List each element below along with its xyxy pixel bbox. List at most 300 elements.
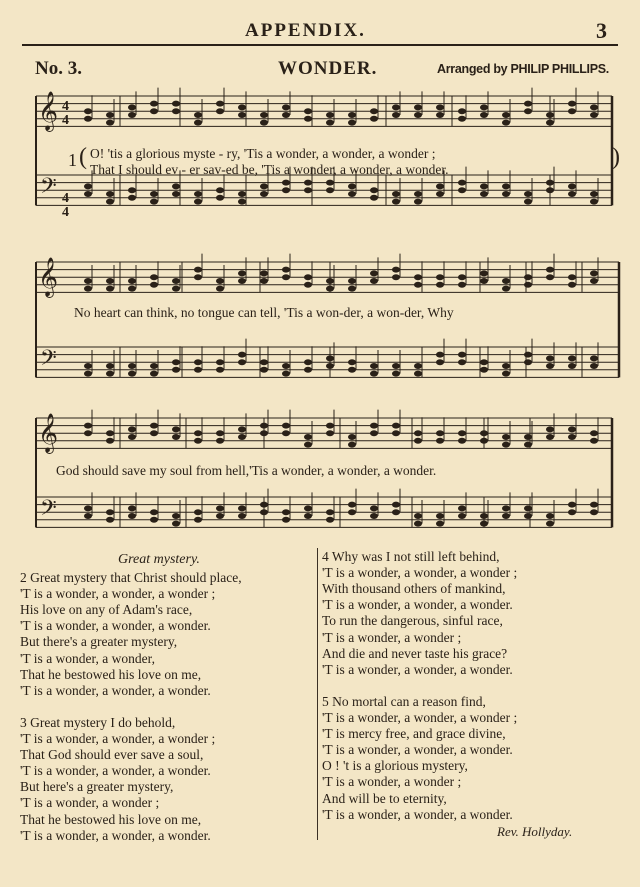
note-head [150,108,158,114]
note-head [304,187,312,193]
note-head [458,180,466,186]
note-head [568,101,576,107]
note-head [128,363,136,369]
note-head [480,183,488,189]
note-head [480,513,488,519]
bass-clef: 𝄢 [40,346,57,376]
note-head [172,101,180,107]
note-head [150,199,158,205]
stanza-line: 'T is a wonder, a wonder, a wonder ; [322,710,518,725]
note-head [590,191,598,197]
note-head [84,423,92,429]
note-head [326,509,334,515]
note-head [150,423,158,429]
note-head [348,112,356,118]
note-head [480,430,488,436]
note-head [392,371,400,377]
treble-clef: 𝄞 [38,413,59,453]
note-head [260,120,268,126]
stanza-line: 'T is a wonder, a wonder, a wonder. [322,597,513,613]
note-head [106,112,114,118]
note-head [84,278,92,284]
note-head [436,274,444,280]
stanza-line: To run the dangerous, sinful race, [322,613,503,629]
note-head [84,430,92,436]
lyric-line-2: That I should ev - er sav-ed be, 'Tis a wonder, a wonder, a wonder. [90,162,449,177]
note-head [414,282,422,288]
note-head [458,505,466,511]
note-head [348,442,356,448]
note-head [392,509,400,515]
note-head [304,108,312,114]
verse-number: 1 [68,150,77,170]
note-head [172,108,180,114]
note-head [436,359,444,365]
note-head [260,270,268,276]
page-header-title: APPENDIX. [245,20,366,41]
note-head [414,191,422,197]
stanza-line: 3 Great mystery I do behold, [20,714,176,730]
note-head [590,509,598,515]
note-head [150,430,158,436]
note-head [480,191,488,197]
note-head [546,187,554,193]
note-head [590,430,598,436]
stanza-line: 'T is a wonder, a wonder, a wonder. [20,827,211,843]
note-head [458,108,466,114]
note-head [414,430,422,436]
note-head [436,191,444,197]
bass-clef: 𝄢 [40,496,57,526]
note-head [128,426,136,432]
note-head [128,371,136,377]
note-head [480,521,488,527]
note-head [348,278,356,284]
note-head [546,355,554,361]
note-head [216,187,224,193]
note-head [458,430,466,436]
stanza-line: And will be to eternity, [322,790,447,806]
note-head [260,191,268,197]
note-head [106,517,114,523]
note-head [106,199,114,205]
note-head [326,517,334,523]
note-head [150,274,158,280]
note-head [282,371,290,377]
note-head [238,505,246,511]
note-head [480,104,488,110]
note-head [194,267,202,273]
note-head [590,502,598,508]
note-head [216,195,224,201]
note-head [106,191,114,197]
note-head [326,423,334,429]
note-head [260,278,268,284]
note-head [502,183,510,189]
note-head [84,286,92,292]
note-head [106,438,114,444]
note-head [370,187,378,193]
note-head [546,434,554,440]
hymn-arranger: Arranged by PHILIP PHILLIPS. [437,62,609,76]
stanza-line: 'T is a wonder, a wonder ; [322,774,462,790]
note-head [106,120,114,126]
page-number: 3 [596,18,607,43]
note-head [128,104,136,110]
stanza-line: But there's a greater mystery, [20,634,178,650]
note-head [216,438,224,444]
note-head [172,359,180,365]
stanza-line: 'T is a wonder, a wonder, a wonder. [20,682,211,698]
note-head [282,363,290,369]
note-head [436,112,444,118]
time-signature: 4 [62,205,69,220]
note-head [524,101,532,107]
note-head [436,104,444,110]
note-head [414,112,422,118]
note-head [502,278,510,284]
note-head [326,180,334,186]
note-head [502,505,510,511]
note-head [84,183,92,189]
note-head [568,282,576,288]
note-head [194,517,202,523]
note-head [282,517,290,523]
note-head [524,434,532,440]
note-head [238,191,246,197]
note-head [370,108,378,114]
lyric-line-3: No heart can think, no tongue can tell, 'Tis a won-der, a won-der, Why [74,305,454,320]
note-head [282,509,290,515]
note-head [458,438,466,444]
note-head [502,120,510,126]
time-signature: 4 [62,113,69,128]
note-head [128,187,136,193]
note-head [524,199,532,205]
note-head [392,104,400,110]
note-head [238,278,246,284]
stanza-line: 'T is a wonder, a wonder, a wonder. [322,742,513,758]
note-head [348,434,356,440]
note-head [568,274,576,280]
note-head [546,363,554,369]
lyric-line-1: O! 'tis a glorious myste - ry, 'Tis a wonder, a wonder, a wonder ; [90,146,436,161]
note-head [392,423,400,429]
note-head [282,104,290,110]
stanza-line: 'T is a wonder, a wonder, a wonder. [20,763,211,779]
stanza-line: 'T is a wonder, a wonder, a wonder. [322,661,513,677]
note-head [172,367,180,373]
note-head [568,355,576,361]
note-head [348,183,356,189]
note-head [304,180,312,186]
note-head [216,513,224,519]
stanza-line: 'T is a wonder, a wonder, a wonder. [20,618,211,634]
note-head [282,112,290,118]
note-head [260,359,268,365]
note-head [546,180,554,186]
note-head [150,282,158,288]
note-head [304,282,312,288]
note-head [414,199,422,205]
author-credit: Rev. Hollyday. [497,824,573,839]
note-head [524,359,532,365]
note-head [216,101,224,107]
note-head [502,434,510,440]
note-head [238,513,246,519]
stanza-subtitle: Great mystery. [118,552,200,567]
note-head [546,120,554,126]
note-head [348,191,356,197]
stanza-line: 'T is a wonder, a wonder ; [322,629,462,645]
note-head [128,505,136,511]
note-head [590,355,598,361]
note-head [348,120,356,126]
note-head [590,112,598,118]
note-head [480,359,488,365]
stanza-line: 'T is a wonder, a wonder, a wonder ; [322,565,518,581]
note-head [128,434,136,440]
note-head [260,502,268,508]
note-head [326,286,334,292]
note-head [546,112,554,118]
note-head [150,509,158,515]
note-head [348,502,356,508]
hymn-number: No. 3. [35,58,82,79]
note-head [436,513,444,519]
stanza-line: 'T is a wonder, a wonder, a wonder ; [20,731,216,746]
note-head [238,359,246,365]
note-head [238,352,246,358]
time-signature: 4 [62,99,69,114]
note-head [304,505,312,511]
note-head [568,502,576,508]
stanza-line: 5 No mortal can a reason find, [322,693,486,709]
note-head [458,282,466,288]
note-head [304,434,312,440]
note-head [326,430,334,436]
note-head [546,521,554,527]
note-head [216,278,224,284]
note-head [458,116,466,122]
note-head [260,509,268,515]
note-head [216,430,224,436]
note-head [502,112,510,118]
note-head [172,426,180,432]
note-head [106,430,114,436]
note-head [370,116,378,122]
note-head [282,267,290,273]
stanza-line: 'T is mercy free, and grace divine, [322,726,506,742]
stanza-line: 4 Why was I not still left behind, [322,549,500,564]
note-head [348,367,356,373]
stanza-line: But here's a greater mystery, [20,779,174,795]
note-head [524,191,532,197]
note-head [260,423,268,429]
left-paren: ( [79,144,87,170]
note-head [590,363,598,369]
note-head [172,278,180,284]
note-head [128,112,136,118]
time-signature: 4 [62,191,69,206]
note-head [502,191,510,197]
note-head [568,191,576,197]
note-head [260,112,268,118]
stanza-line: With thousand others of mankind, [322,581,506,597]
note-head [172,434,180,440]
stanza-line: 2 Great mystery that Christ should place, [20,570,242,585]
note-head [216,286,224,292]
stanza-line: 'T is a wonder, a wonder, a wonder ; [20,586,216,602]
note-head [370,363,378,369]
note-head [106,278,114,284]
note-head [150,371,158,377]
note-head [458,359,466,365]
note-head [172,513,180,519]
note-head [282,430,290,436]
note-head [436,282,444,288]
note-head [414,521,422,527]
note-head [194,191,202,197]
note-head [128,278,136,284]
note-head [370,270,378,276]
note-head [436,438,444,444]
note-head [480,438,488,444]
lyric-line-4: God should save my soul from hell,'Tis a wonder, a wonder, a wonder. [56,463,437,478]
note-head [458,274,466,280]
note-head [128,513,136,519]
note-head [480,270,488,276]
note-head [392,363,400,369]
treble-clef: 𝄞 [38,257,59,297]
note-head [260,183,268,189]
note-head [238,426,246,432]
stanza-line: That God should ever save a soul, [20,747,204,763]
note-head [458,513,466,519]
note-head [172,286,180,292]
note-head [370,430,378,436]
note-head [304,359,312,365]
note-head [502,363,510,369]
note-head [590,199,598,205]
note-head [216,505,224,511]
note-head [304,274,312,280]
stanza-line: 'T is a wonder, a wonder, [20,650,155,666]
note-head [414,104,422,110]
note-head [150,191,158,197]
note-head [172,183,180,189]
note-head [480,112,488,118]
note-head [392,274,400,280]
note-head [282,187,290,193]
note-head [194,112,202,118]
note-head [370,371,378,377]
note-head [282,180,290,186]
note-head [84,371,92,377]
stanza-line: His love on any of Adam's race, [20,602,193,618]
note-head [194,359,202,365]
note-head [524,282,532,288]
note-head [84,191,92,197]
note-head [568,183,576,189]
note-head [238,434,246,440]
note-head [392,112,400,118]
note-head [84,505,92,511]
treble-clef: 𝄞 [38,91,59,131]
note-head [590,278,598,284]
note-head [436,352,444,358]
note-head [282,423,290,429]
note-head [524,274,532,280]
note-head [392,267,400,273]
right-paren: ) [612,144,620,170]
note-head [216,367,224,373]
stanza-line: That he bestowed his love on me, [20,811,202,827]
note-head [370,278,378,284]
note-head [194,274,202,280]
note-head [370,195,378,201]
note-head [106,286,114,292]
note-head [392,430,400,436]
note-head [106,371,114,377]
note-head [326,112,334,118]
note-head [524,352,532,358]
note-head [458,352,466,358]
note-head [392,199,400,205]
note-head [194,199,202,205]
stanza-line: That he bestowed his love on me, [20,666,202,682]
note-head [480,278,488,284]
note-head [502,442,510,448]
note-head [304,367,312,373]
note-head [502,513,510,519]
note-head [568,363,576,369]
note-head [84,116,92,122]
note-head [326,187,334,193]
note-head [216,108,224,114]
note-head [568,509,576,515]
note-head [458,187,466,193]
note-head [194,120,202,126]
note-head [304,442,312,448]
note-head [480,367,488,373]
note-head [150,101,158,107]
note-head [150,363,158,369]
hymn-title: WONDER. [278,58,378,79]
note-head [436,521,444,527]
note-head [392,502,400,508]
stanza-line: O ! 't is a glorious mystery, [322,758,468,774]
note-head [546,426,554,432]
note-head [414,274,422,280]
note-head [326,120,334,126]
note-head [216,359,224,365]
note-head [524,442,532,448]
note-head [238,199,246,205]
note-head [414,363,422,369]
note-head [568,108,576,114]
note-head [524,108,532,114]
note-head [590,438,598,444]
note-head [194,367,202,373]
note-head [326,363,334,369]
note-head [348,359,356,365]
note-head [326,278,334,284]
note-head [414,438,422,444]
note-head [326,355,334,361]
note-head [502,286,510,292]
note-head [172,191,180,197]
